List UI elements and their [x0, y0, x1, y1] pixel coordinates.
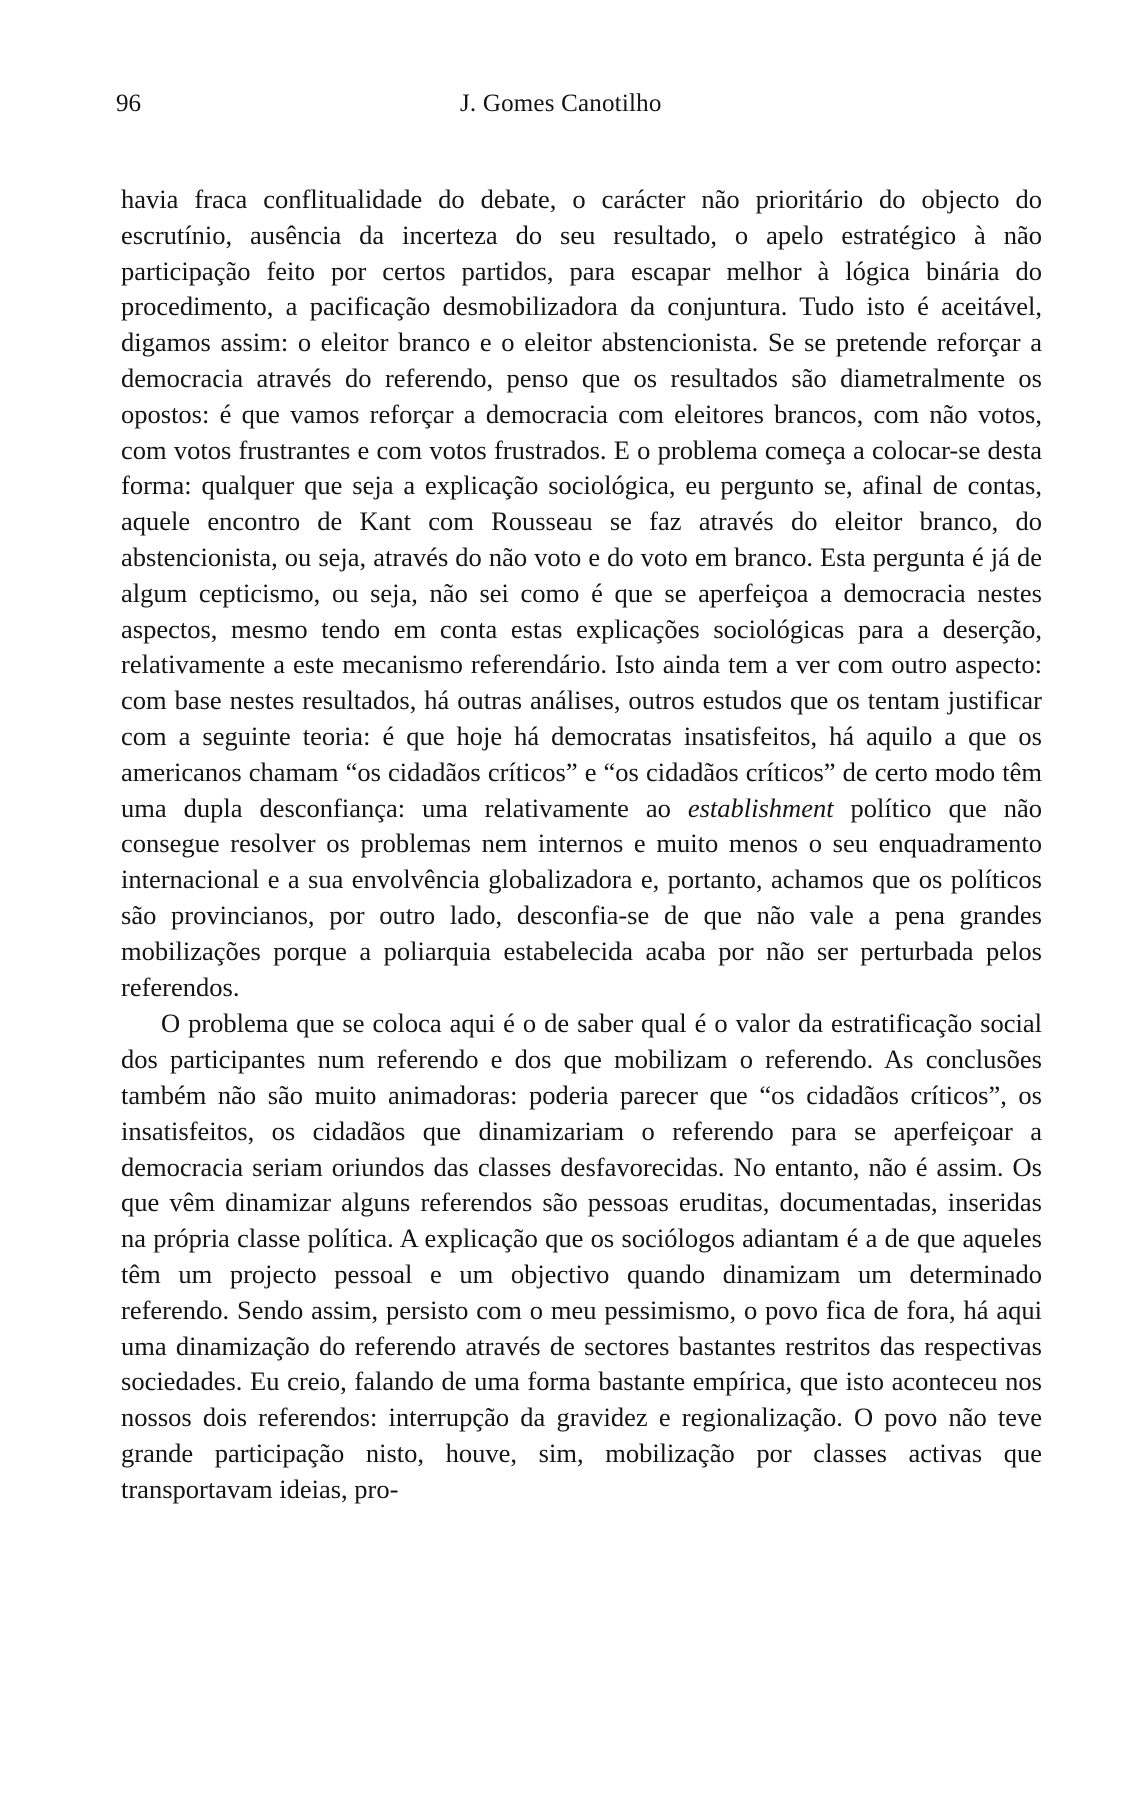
paragraph-2: O problema que se coloca aqui é o de saber qual é o valor da estratificação social dos participantes num referendo e dos que mobilizam o referendo. As conclusões também não são muito animadoras: poderia parecer que “os cidadãos críticos”, os insatisfeitos, os cidadãos que dinamizariam o referendo para se aperfeiçoar a democracia seriam oriundos das classes desfavorecidas. No entanto, não é assim. Os que vêm dinamizar alguns referendos são pessoas eruditas, documentadas, inseridas na própria classe política. A explicação que os sociólogos adiantam é a de que aqueles têm um projecto pessoal e um objectivo quando dinamizam um determinado referendo. Sendo assim, persisto com o meu pessimismo, o povo fica de fora, há aqui uma dinamização do referendo através de sectores bastantes restritos das respectivas sociedades. Eu creio, falando de uma forma bastante empírica, que isto aconteceu nos nossos dois referendos: interrupção da gravidez e regionalização. O povo não teve grande participação nisto, houve, sim, mobilização por classes activas que transportavam ideias, pro-: [121, 1008, 1042, 1504]
paragraph-1-text-a: havia fraca conflitualidade do debate, o carácter não prioritário do objecto do escrutínio, ausência da incerteza do seu resultado, o apelo estratégico à não participação feito por certos partidos, para escapar melhor à lógica binária do procedimento, a pacificação desmobilizadora da conjuntura. Tudo isto é aceitável, digamos assim: o eleitor branco e o eleitor abstencionista. Se se pretende reforçar a democracia através do referendo, penso que os resultados são diametralmente os opostos: é que vamos reforçar a democracia com eleitores brancos, com não votos, com votos frustrantes e com votos frustrados. E o problema começa a colocar-se desta forma: qualquer que seja a explicação sociológica, eu pergunto se, afinal de contas, aquele encontro de Kant com Rousseau se faz através do eleitor branco, do abstencionista, ou seja, através do não voto e do voto em branco. Esta pergunta é já de algum cepticismo, ou seja, não sei como é que se aperfeiçoa a democracia nestes aspectos, mesmo tendo em conta estas explicações sociológicas para a deserção, relativamente a este mecanismo referendário. Isto ainda tem a ver com outro aspecto: com base nestes resultados, há outras análises, outros estudos que os tentam justificar com a seguinte teoria: é que hoje há democratas insatisfeitos, há aquilo a que os americanos chamam “os cidadãos críticos” e “os cidadãos críticos” de certo modo têm uma dupla desconfiança: uma relativamente ao: [121, 184, 1042, 823]
paragraph-1: [121, 182, 1042, 1005]
body-text: [121, 182, 1042, 1507]
page-number: 96: [116, 90, 141, 117]
running-head: [116, 84, 1046, 124]
running-title-author: J. Gomes Canotilho: [460, 90, 662, 117]
paragraph-1-text-b: político que não consegue resolver os problemas nem internos e muito menos o seu enquadramento internacional e a sua envolvência globalizadora e, portanto, achamos que os políticos são provincianos, por outro lado, desconfia-se de que não vale a pena grandes mobilizações porque a poliarquia estabelecida acaba por não ser perturbada pelos referendos.: [121, 792, 1042, 1002]
italic-term: establishment: [687, 792, 834, 823]
